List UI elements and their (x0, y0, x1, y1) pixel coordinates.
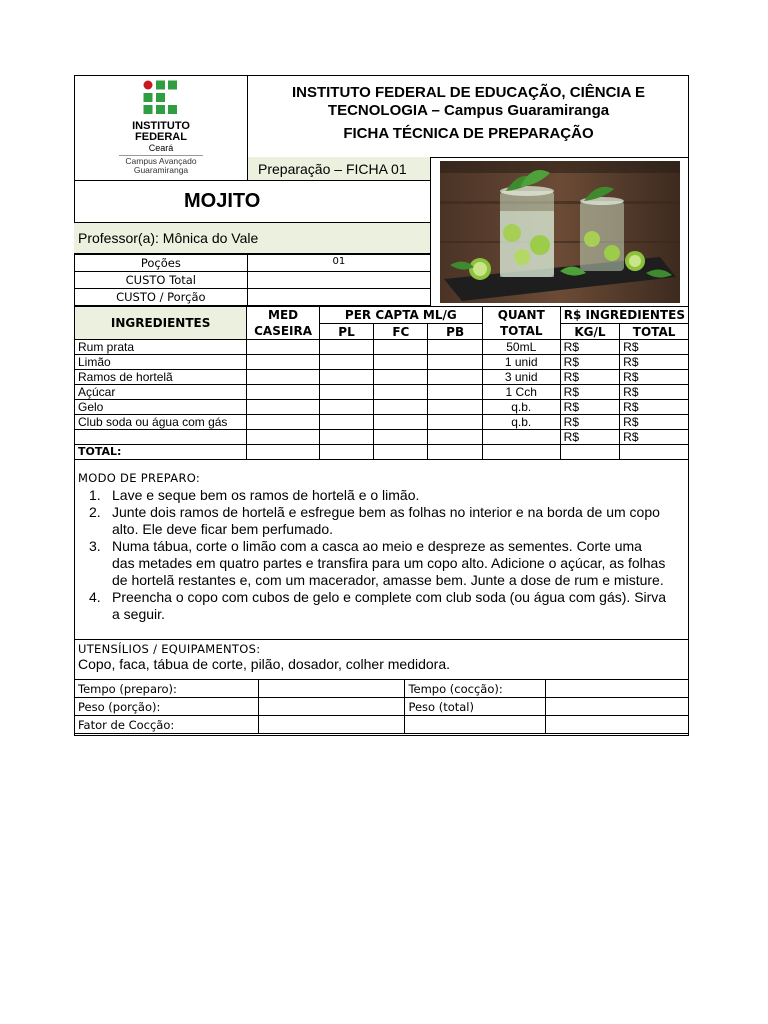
col-quant-line2: TOTAL (499, 324, 543, 338)
empty-cell (405, 716, 546, 734)
footer-row (75, 716, 689, 734)
col-kgl: KG/L (560, 324, 620, 340)
ingredient-quant (482, 430, 560, 445)
info-value (247, 289, 430, 306)
tempo-preparo-value (258, 680, 405, 698)
header-subtitle: FICHA TÉCNICA DE PREPARAÇÃO (343, 125, 594, 142)
step-number: 3. (89, 538, 101, 554)
info-value: 01 (247, 255, 430, 272)
col-rs-ingredientes: R$ INGREDIENTES (560, 307, 688, 324)
ingredient-quant: q.b. (482, 415, 560, 430)
step-number: 2. (89, 504, 101, 520)
col-fc: FC (374, 324, 428, 340)
fator-coccao-label: Fator de Cocção: (75, 716, 259, 734)
ingredient-total: R$ (620, 340, 689, 355)
table-row (75, 385, 689, 400)
ingredient-total: R$ (620, 385, 689, 400)
info-row (75, 272, 431, 289)
empty-cell (546, 716, 689, 734)
peso-total-value (546, 698, 689, 716)
table-row (75, 355, 689, 370)
ingredient-name: Limão (75, 355, 247, 370)
logo-block (74, 75, 248, 181)
ingredient-quant: q.b. (482, 400, 560, 415)
ingredient-name (75, 430, 247, 445)
ingredient-quant: 1 unid (482, 355, 560, 370)
logo-line2: FEDERAL (135, 131, 187, 143)
col-ingredientes: INGREDIENTES (75, 307, 247, 340)
ingredient-total: R$ (620, 400, 689, 415)
step-item (78, 504, 685, 538)
tempo-coccao-label: Tempo (cocção): (405, 680, 546, 698)
ingredients-table (74, 306, 689, 460)
step-item (78, 538, 685, 589)
ingredient-name: Gelo (75, 400, 247, 415)
info-label: Poções (75, 255, 248, 272)
professor-text: Professor(a): Mônica do Vale (78, 230, 259, 246)
header-title-line1: INSTITUTO FEDERAL DE EDUCAÇÃO, CIÊNCIA E (291, 84, 646, 101)
info-row (75, 255, 431, 272)
col-total: TOTAL (620, 324, 689, 340)
ingredient-total: R$ (620, 370, 689, 385)
total-label: TOTAL: (75, 445, 247, 460)
tempo-preparo-label: Tempo (preparo): (75, 680, 259, 698)
table-row (75, 415, 689, 430)
step-number: 4. (89, 589, 101, 605)
col-med-line2: CASEIRA (254, 324, 313, 338)
tempo-coccao-value (546, 680, 689, 698)
logo-campus-line2: Guaramiranga (133, 165, 189, 175)
ingredient-kgl: R$ (560, 415, 620, 430)
peso-total-label: Peso (total) (405, 698, 546, 716)
if-logo-icon (142, 79, 182, 119)
ingredient-total: R$ (620, 355, 689, 370)
ingredient-name: Rum prata (75, 340, 247, 355)
info-row (75, 289, 431, 306)
col-med-caseira (247, 307, 320, 340)
footer-table (74, 679, 689, 734)
col-quant-line1: QUANT (497, 308, 545, 322)
step-text: Numa tábua, corte o limão com a casca ao meio e despreze as sementes. Corte uma das metades em quatro partes e transfira para um copo alto. Adicione o açúcar, as folhas de hortelã restantes e, com um macerador, amasse bem. Junte a dose de rum e misture. (112, 538, 666, 588)
logo-campus-line1: Campus Avançado (125, 156, 197, 166)
col-pb: PB (428, 324, 482, 340)
modo-preparo-label: MODO DE PREPARO: (78, 471, 201, 485)
ingredient-total: R$ (620, 415, 689, 430)
ingredient-kgl: R$ (560, 400, 620, 415)
step-item (78, 589, 685, 623)
ficha-label (248, 157, 431, 181)
utensilios-section (74, 640, 689, 680)
col-med-line1: MED (268, 308, 299, 322)
table-row (75, 340, 689, 355)
fator-coccao-value (258, 716, 405, 734)
logo-line3: Ceará (148, 143, 174, 153)
ingredient-name: Açúcar (75, 385, 247, 400)
ingredient-quant: 1 Cch (482, 385, 560, 400)
footer-row (75, 698, 689, 716)
step-item (78, 487, 685, 504)
ingredient-kgl: R$ (560, 355, 620, 370)
mojito-photo (440, 161, 680, 303)
ingredient-total: R$ (620, 430, 689, 445)
step-list (78, 487, 685, 623)
ingredient-kgl: R$ (560, 385, 620, 400)
info-label: CUSTO Total (75, 272, 248, 289)
modo-preparo-section (74, 469, 689, 639)
col-quant-total (482, 307, 560, 340)
ingredient-kgl: R$ (560, 370, 620, 385)
utensilios-text: Copo, faca, tábua de corte, pilão, dosador, colher medidora. (78, 656, 451, 672)
step-text: Junte dois ramos de hortelã e esfregue bem as folhas no interior e na borda de um copo alto. Ele deve ficar bem perfumado. (112, 504, 660, 537)
ingredient-name: Club soda ou água com gás (75, 415, 247, 430)
col-per-capta: PER CAPTA ML/G (319, 307, 482, 324)
col-pl: PL (319, 324, 373, 340)
info-label: CUSTO / Porção (75, 289, 248, 306)
ingredient-quant: 50mL (482, 340, 560, 355)
info-value (247, 272, 430, 289)
ingredient-name: Ramos de hortelã (75, 370, 247, 385)
professor-field (74, 223, 431, 254)
peso-porcao-label: Peso (porção): (75, 698, 259, 716)
header-title (248, 75, 689, 157)
footer-row (75, 680, 689, 698)
step-text: Lave e seque bem os ramos de hortelã e o limão. (112, 487, 420, 503)
peso-porcao-value (258, 698, 405, 716)
ingredient-kgl: R$ (560, 340, 620, 355)
logo-line1: INSTITUTO (132, 120, 190, 132)
header-title-line2: TECNOLOGIA – Campus Guaramiranga (327, 102, 610, 119)
recipe-name-text: MOJITO (184, 190, 261, 212)
step-number: 1. (89, 487, 101, 503)
table-row (75, 400, 689, 415)
ficha-label-text: Preparação – FICHA 01 (258, 160, 407, 177)
step-text: Preencha o copo com cubos de gelo e complete com club soda (ou água com gás). Sirva a seguir. (112, 589, 667, 622)
table-row (75, 370, 689, 385)
ingredient-quant: 3 unid (482, 370, 560, 385)
utensilios-label: UTENSÍLIOS / EQUIPAMENTOS: (78, 642, 261, 656)
info-table (74, 254, 431, 306)
table-row (75, 430, 689, 445)
recipe-name (74, 181, 431, 223)
mojito-image-icon (440, 161, 680, 303)
ingredient-kgl: R$ (560, 430, 620, 445)
total-row (75, 445, 689, 460)
